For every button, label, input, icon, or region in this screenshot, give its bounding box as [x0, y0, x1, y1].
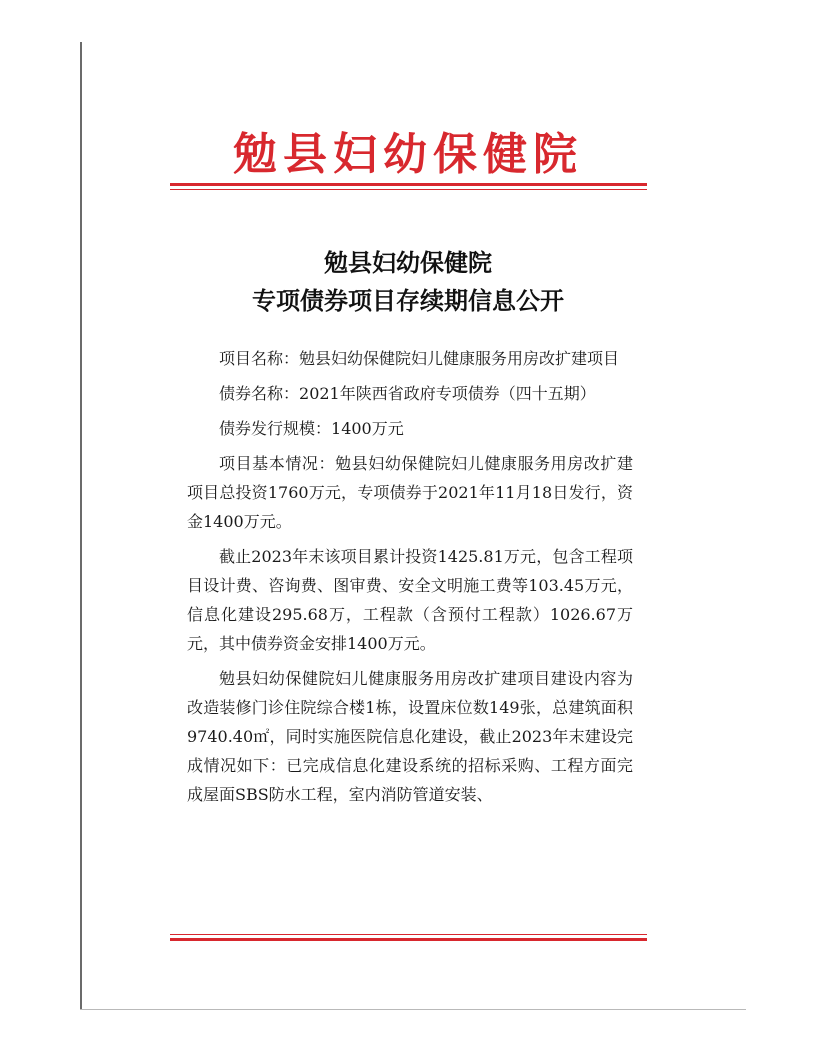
scan-edge-left	[80, 42, 82, 1010]
field-label: 项目名称：	[219, 349, 300, 368]
paragraph-investment: 截止2023年末该项目累计投资1425.81万元，包含工程项目设计费、咨询费、图审费、安全文明施工费等103.45万元，信息化建设295.68万，工程款（含预付工程款）1026.67万元，其中债券资金安排1400万元。	[187, 547, 633, 653]
letterhead-org-name: 勉县妇幼保健院	[233, 129, 583, 180]
letterhead-rule-thin	[170, 189, 647, 190]
document-title-line1: 勉县妇幼保健院	[324, 248, 492, 277]
field-label: 债券发行规模：	[219, 419, 332, 438]
field-label: 项目基本情况：	[219, 454, 336, 473]
document-body	[187, 344, 633, 815]
paragraph-construction: 勉县妇幼保健院妇儿健康服务用房改扩建项目建设内容为改造装修门诊住院综合楼1栋，设置床位数149张，总建筑面积9740.40㎡，同时实施医院信息化建设，截止2023年末建设完成情况如下：已完成信息化建设系统的招标采购、工程方面完成屋面SBS防水工程，室内消防管道安装、	[187, 669, 633, 804]
field-value: 勉县妇幼保健院妇儿健康服务用房改扩建项目总投资1760万元，专项债券于2021年11月18日发行，资金1400万元。	[187, 454, 633, 531]
footer-rule-thin	[170, 934, 647, 935]
field-bond-scale	[187, 414, 633, 443]
scan-edge-bottom	[80, 1009, 746, 1010]
field-label: 债券名称：	[219, 384, 300, 403]
letterhead-rule-thick	[170, 183, 647, 186]
field-value: 1400万元	[331, 419, 404, 438]
field-project-name	[187, 344, 633, 373]
field-value: 勉县妇幼保健院妇儿健康服务用房改扩建项目	[299, 349, 620, 368]
field-value: 2021年陕西省政府专项债券（四十五期）	[299, 384, 596, 403]
field-project-overview	[187, 449, 633, 536]
document-title-line2: 专项债券项目存续期信息公开	[252, 286, 564, 315]
footer-rule-thick	[170, 938, 647, 941]
field-bond-name	[187, 379, 633, 408]
